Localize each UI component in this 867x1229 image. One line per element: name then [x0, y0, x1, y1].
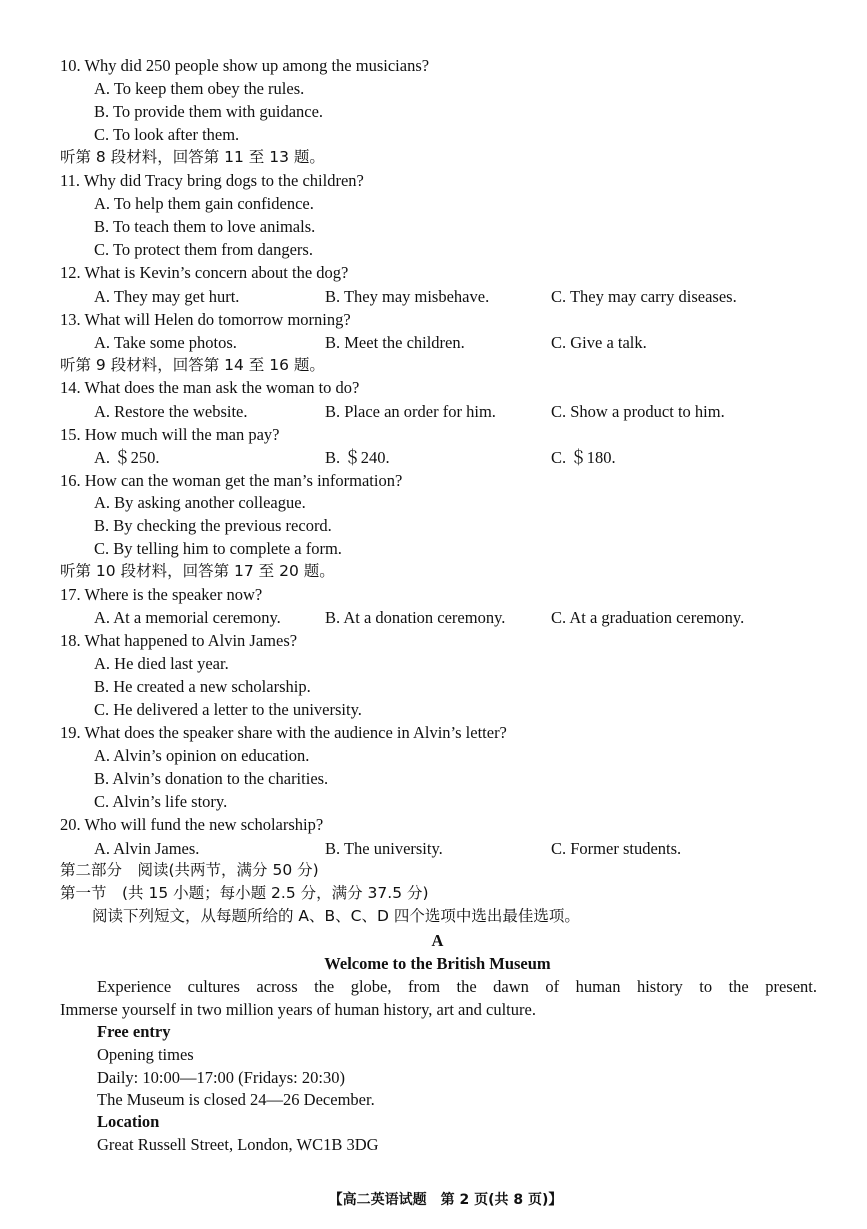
section-one-heading: 第一节 (共 15 小题；每小题 2.5 分，满分 37.5 分): [60, 884, 429, 902]
question-19-option-b: B. Alvin’s donation to the charities.: [94, 769, 329, 788]
question-18-option-b: B. He created a new scholarship.: [94, 677, 311, 696]
question-17-option-a: A. At a memorial ceremony.: [94, 608, 281, 627]
question-13-option-a: A. Take some photos.: [94, 333, 237, 352]
question-19-option-a: A. Alvin’s opinion on education.: [94, 746, 310, 765]
question-11-option-b: B. To teach them to love animals.: [94, 217, 316, 236]
question-16-option-c: C. By telling him to complete a form.: [94, 539, 342, 558]
address: Great Russell Street, London, WC1B 3DG: [97, 1135, 379, 1154]
question-16-option-b: B. By checking the previous record.: [94, 516, 332, 535]
question-14-option-b: B. Place an order for him.: [325, 402, 496, 421]
daily-hours: Daily: 10:00—17:00 (Fridays: 20:30): [97, 1068, 345, 1087]
question-10-option-b: B. To provide them with guidance.: [94, 102, 324, 121]
question-14-stem: 14. What does the man ask the woman to do?: [60, 378, 360, 397]
question-17-option-c: C. At a graduation ceremony.: [551, 608, 745, 627]
question-16-stem: 16. How can the woman get the man’s information?: [60, 471, 403, 490]
question-19-stem: 19. What does the speaker share with the audience in Alvin’s letter?: [60, 723, 507, 742]
question-20-option-c: C. Former students.: [551, 839, 682, 858]
question-14-option-a: A. Restore the website.: [94, 402, 248, 421]
question-13-option-b: B. Meet the children.: [325, 333, 465, 352]
question-20-option-a: A. Alvin James.: [94, 839, 200, 858]
question-14-option-c: C. Show a product to him.: [551, 402, 725, 421]
free-entry-heading: Free entry: [97, 1022, 171, 1041]
section-heading-9: 听第 9 段材料，回答第 14 至 16 题。: [60, 356, 325, 374]
question-18-stem: 18. What happened to Alvin James?: [60, 631, 298, 650]
passage-intro-line-1: Experience cultures across the globe, from the dawn of human history to the present.: [97, 977, 817, 996]
closure-notice: The Museum is closed 24—26 December.: [97, 1090, 375, 1109]
question-17-stem: 17. Where is the speaker now?: [60, 585, 263, 604]
question-10-option-c: C. To look after them.: [94, 125, 240, 144]
question-18-option-a: A. He died last year.: [94, 654, 229, 673]
opening-times-label: Opening times: [97, 1045, 194, 1064]
question-13-stem: 13. What will Helen do tomorrow morning?: [60, 310, 351, 329]
passage-intro-line-2: Immerse yourself in two million years of human history, art and culture.: [60, 1000, 536, 1019]
question-19-option-c: C. Alvin’s life story.: [94, 792, 228, 811]
question-20-stem: 20. Who will fund the new scholarship?: [60, 815, 324, 834]
question-15-option-b: B. ＄240.: [325, 448, 390, 467]
question-11-option-c: C. To protect them from dangers.: [94, 240, 313, 259]
question-12-option-a: A. They may get hurt.: [94, 287, 240, 306]
question-16-option-a: A. By asking another colleague.: [94, 493, 306, 512]
question-12-stem: 12. What is Kevin’s concern about the dog?: [60, 263, 349, 282]
part-two-heading: 第二部分 阅读(共两节，满分 50 分): [60, 861, 319, 879]
section-heading-10: 听第 10 段材料，回答第 17 至 20 题。: [60, 562, 335, 580]
passage-title: Welcome to the British Museum: [324, 954, 551, 973]
question-15-stem: 15. How much will the man pay?: [60, 425, 280, 444]
question-10-option-a: A. To keep them obey the rules.: [94, 79, 305, 98]
question-12-option-b: B. They may misbehave.: [325, 287, 490, 306]
page-footer: 【高二英语试题 第 2 页(共 8 页)】: [328, 1192, 563, 1208]
question-11-stem: 11. Why did Tracy bring dogs to the children?: [60, 171, 364, 190]
location-heading: Location: [97, 1112, 160, 1131]
section-heading-8: 听第 8 段材料，回答第 11 至 13 题。: [60, 148, 325, 166]
question-13-option-c: C. Give a talk.: [551, 333, 647, 352]
reading-instruction: 阅读下列短文，从每题所给的 A、B、C、D 四个选项中选出最佳选项。: [92, 907, 580, 925]
passage-letter: A: [431, 931, 444, 950]
question-15-option-c: C. ＄180.: [551, 448, 616, 467]
question-20-option-b: B. The university.: [325, 839, 443, 858]
question-15-option-a: A. ＄250.: [94, 448, 160, 467]
question-11-option-a: A. To help them gain confidence.: [94, 194, 314, 213]
question-17-option-b: B. At a donation ceremony.: [325, 608, 506, 627]
question-18-option-c: C. He delivered a letter to the university.: [94, 700, 362, 719]
question-12-option-c: C. They may carry diseases.: [551, 287, 737, 306]
question-10-stem: 10. Why did 250 people show up among the musicians?: [60, 56, 430, 75]
